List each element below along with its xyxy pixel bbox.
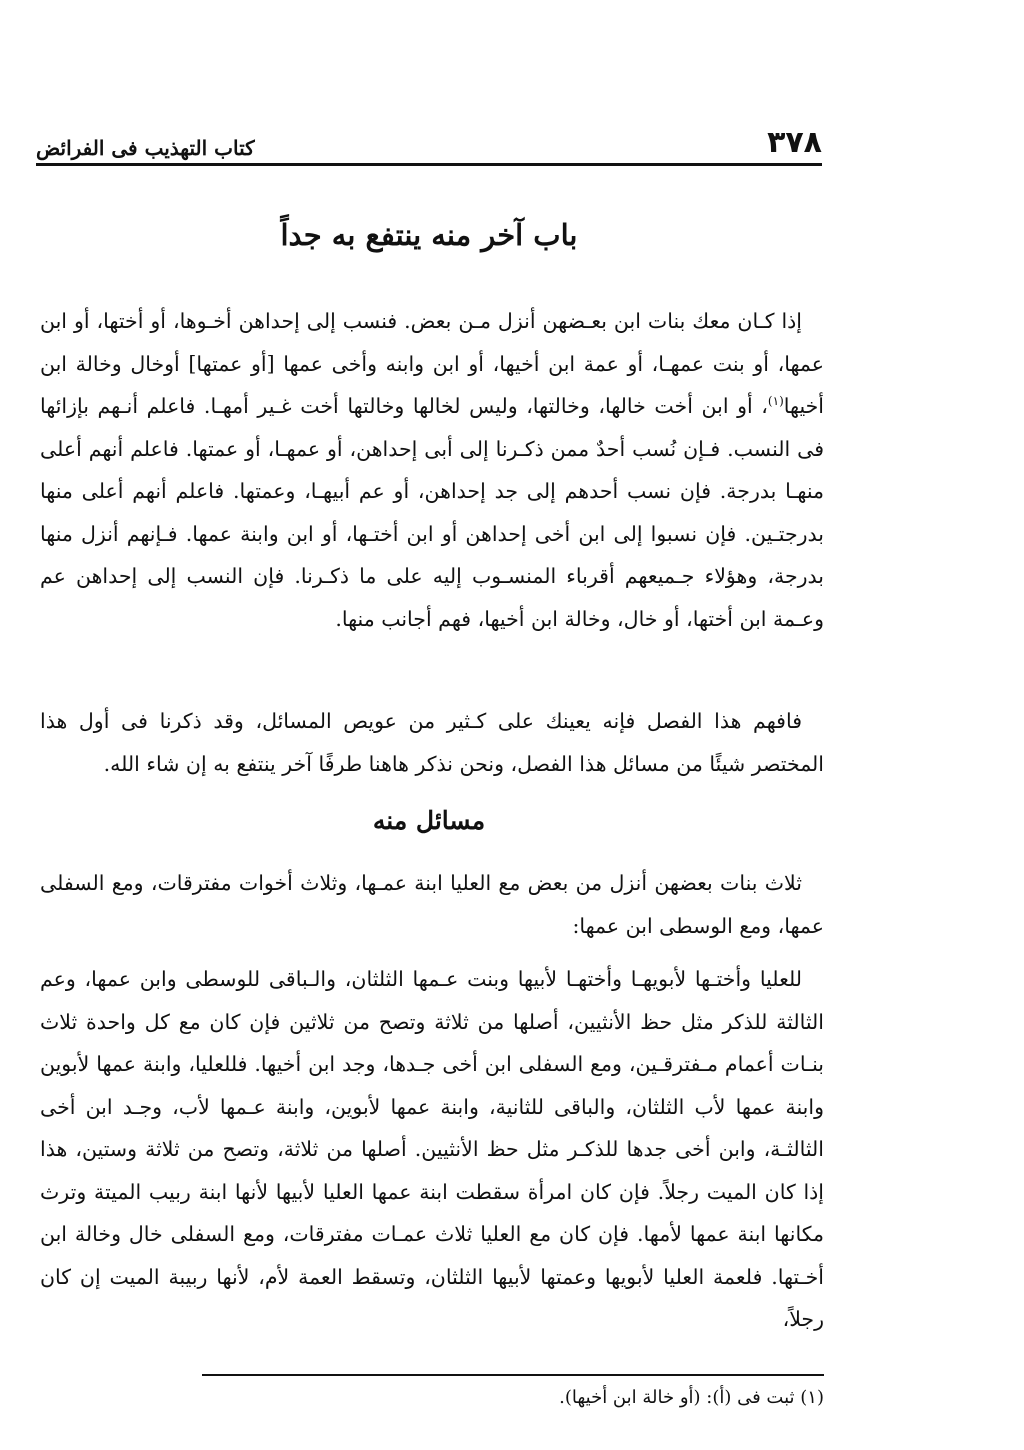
footnote: (١) ثبت فى (أ): (أو خالة ابن أخيها). [559, 1387, 824, 1408]
paragraph: للعليا وأختـها لأبويهـا وأختهـا لأبيها وبنت عـمها الثلثان، والـباقى للوسطى وابن عمها، وعم الثالثة للذكر مثل حظ الأنثيين، أصلها من ثلاثة وتصح من ثلاثين فإن كان مع كل واحدة ثلاث بنـات أعمام مـفترقـين، ومع السفلى ابن أخى جـدها، وجد ابن أخيها. فللعليا، وابنة عمها لأبوين وابنة عمها لأب الثلثان، والباقى للثانية، وابنة عمها لأبوين، وابنة عـمها لأب، وجـد ابن أخى الثالثـة، وابن أخى جدها للذكـر مثل حظ الأنثيين. أصلها من ثلاثة، وتصح من ثلاثة وستين، هذا إذا كان الميت رجلاً. فإن كان امرأة سقطت ابنة عمها العليا لأبيها لأنها ابنة ربيب الميتة وترث مكانها ابنة عمها لأمها. فإن كان مع العليا ثلاث عمـات مفترقات، ومع السفلى خال وخالة ابن أخـتها. فلعمة العليا لأبويها وعمتها لأبيها الثلثان، وتسقط العمة لأم، لأنها ربيبة الميت إن كان رجلاً، [40, 967, 824, 1331]
paragraph-text: ، أو ابن أخت خالها، وخالتها، وليس لخالها وخالتها أخت غـير أمهـا. فاعلم أنـهم بإزائها فى النسب. فـإن نُسب أحدٌ ممن ذكـرنا إلى أبى إحداهن، أو عمهـا، أو عمتها. فاعلم أنهم أعلى منهـا بدرجة. فإن نسب أحدهم إلى جد إحداهن، أو عم أبيهـا، وعمتها. فاعلم أنهم أعلى منها بدرجتـين. فإن نسبوا إلى ابن أخى إحداهن أو ابن أختـها، أو ابن وابنة عمها. فـإنهم أنزل منها بدرجة، وهؤلاء جـميعهم أقرباء المنسـوب إليه على ما ذكـرنا. فإن النسب إلى إحداهن عم وعـمة ابن أختها، أو خال، وخالة ابن أخيها، فهم أجانب منها. [40, 394, 824, 631]
paragraph-block [40, 300, 824, 640]
paragraph: ثلاث بنات بعضهن أنزل من بعض مع العليا ابنة عمـها، وثلاث أخوات مفترقات، ومع السفلى عمها، ومع الوسطى ابن عمها: [40, 871, 824, 938]
paragraph-block [40, 958, 824, 1341]
paragraph-text: إذا كـان معك بنات ابن بعـضهن أنزل مـن بعض. فنسب إلى إحداهن أخـوها، أو أختها، أو ابن عمها، أو بنت عمهـا، أو عمة ابن أخيها، أو ابن وابنه وأخى عمها [أو عمتها] أوخال وخالة ابن أخيها [40, 309, 824, 418]
paragraph: فافهم هذا الفصل فإنه يعينك على كـثير من عويص المسائل، وقد ذكرنا فى أول هذا المختصر شيئًا من مسائل هذا الفصل، ونحن نذكر هاهنا طرفًا آخر ينتفع به إن شاء الله. [40, 709, 824, 776]
running-header [36, 118, 822, 158]
footnote-reference: (١) [767, 394, 784, 409]
footnote-rule [202, 1374, 824, 1376]
paragraph-block [40, 700, 824, 785]
header-rule [36, 163, 822, 166]
section-title: مسائل منه [372, 806, 486, 835]
chapter-title: باب آخر منه ينتفع به جداً [280, 218, 578, 252]
page-number: ٣٧٨ [767, 125, 822, 160]
book-title: كتاب التهذيب فى الفرائض [36, 136, 255, 160]
paragraph-block [40, 862, 824, 947]
paragraph [40, 300, 824, 640]
